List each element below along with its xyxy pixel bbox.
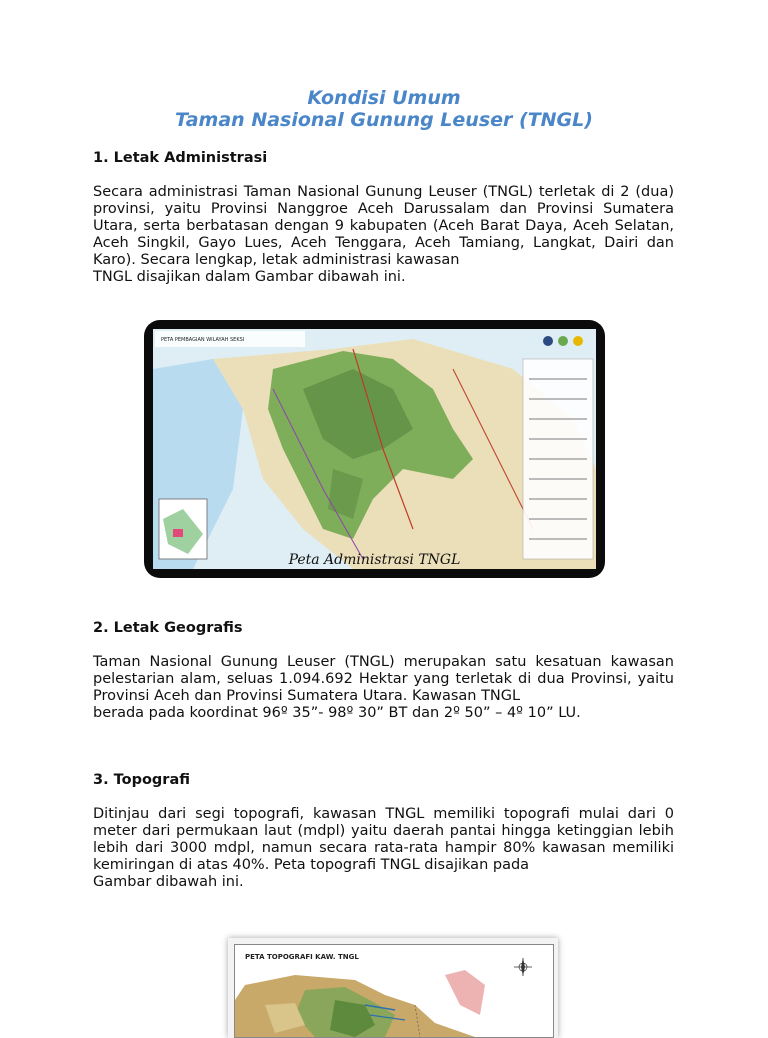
section-body-administrasi: [93, 184, 674, 286]
body-text: Secara administrasi Taman Nasional Gunung Leuser (TNGL) terletak di 2 (dua) provinsi, yaitu Provinsi Nanggroe Aceh Darussalam dan Provinsi Sumatera Utara, serta berbatasan dengan 9 kabupaten (Aceh Barat Daya, Aceh Selatan, Aceh Singkil, Gayo Lues, Aceh Tenggara, Aceh Tamiang, Langkat, Dairi dan Karo). Secara lengkap, letak administrasi kawasan: [93, 184, 674, 268]
title-line-1: Kondisi Umum: [307, 87, 461, 109]
administrative-map-image: [153, 329, 596, 569]
body-text-last: TNGL disajikan dalam Gambar dibawah ini.: [93, 269, 406, 285]
section-heading-geografis: 2. Letak Geografis: [93, 620, 243, 636]
compass-icon: [514, 958, 532, 976]
administrative-map-graphic: [153, 329, 596, 569]
map1-header: PETA PEMBAGIAN WILAYAH SEKSI: [161, 337, 245, 343]
title-line-2: Taman Nasional Gunung Leuser (TNGL): [175, 109, 593, 131]
body-text: Ditinjau dari segi topografi, kawasan TNGL memiliki topografi mulai dari 0 meter dari permukaan laut (mdpl) yaitu daerah pantai hingga ketinggian lebih lebih dari 3000 mdpl, namun secara rata-rata hampir 80% kawasan memiliki kemiringan di atas 40%. Peta topografi TNGL disajikan pada: [93, 806, 674, 873]
topography-map-figure: [228, 938, 558, 1038]
body-text: Taman Nasional Gunung Leuser (TNGL) merupakan satu kesatuan kawasan pelestarian alam, seluas 1.094.692 Hektar yang terletak di dua Provinsi, yaitu Provinsi Aceh dan Provinsi Sumatera Utara. Kawasan TNGL: [93, 654, 674, 704]
map2-title: PETA TOPOGRAFI KAW. TNGL: [245, 953, 359, 961]
body-text-last: berada pada koordinat 96º 35”- 98º 30” BT dan 2º 50” – 4º 10” LU.: [93, 705, 581, 721]
section-body-topografi: [93, 806, 674, 891]
section-heading-administrasi: 1. Letak Administrasi: [93, 150, 268, 166]
administrative-map-figure: [144, 320, 605, 578]
section-body-geografis: [93, 654, 674, 722]
body-text-last: Gambar dibawah ini.: [93, 874, 244, 890]
map1-caption: Peta Administrasi TNGL: [288, 552, 461, 568]
section-heading-topografi: 3. Topografi: [93, 772, 190, 788]
